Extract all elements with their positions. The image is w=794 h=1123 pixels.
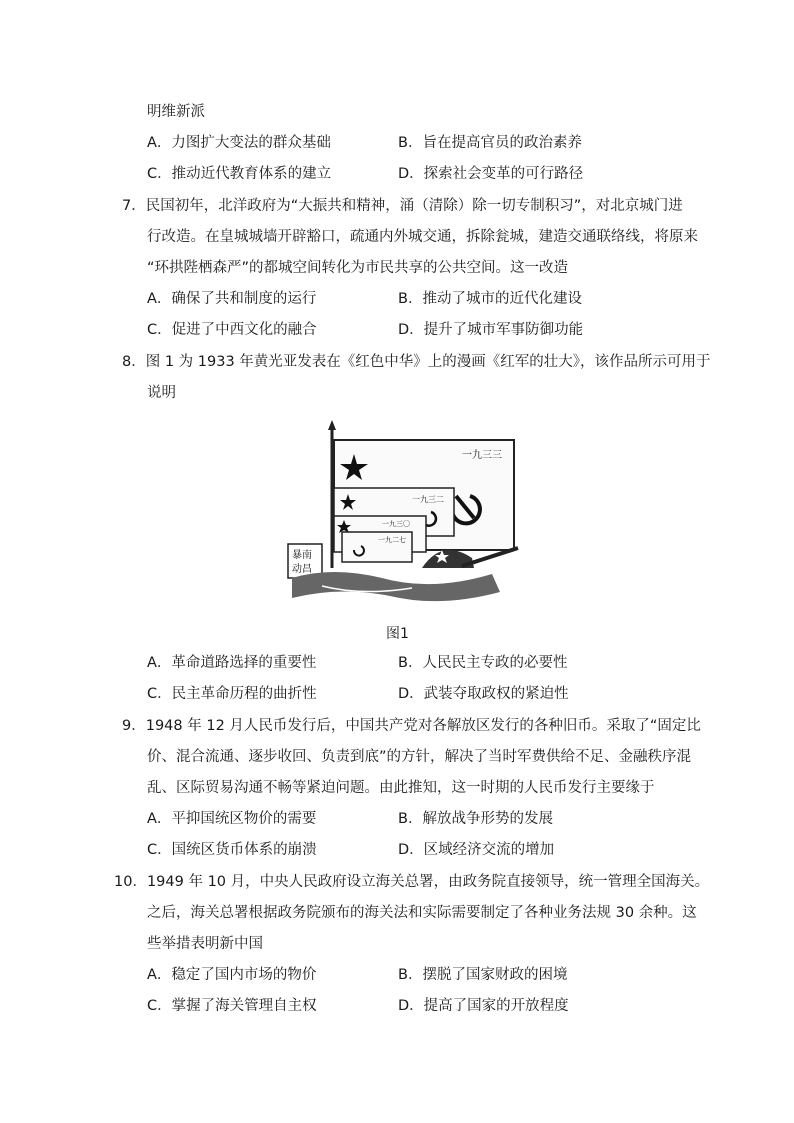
q9-stem-line-3: 乱、区际贸易沟通不畅等紧迫问题。由此推知，这一时期的人民币发行主要缘于 [147, 780, 655, 796]
q10-option-b: B．摆脱了国家财政的困境 [398, 967, 568, 983]
q10-option-c: C．掌握了海关管理自主权 [147, 998, 317, 1014]
figure-1-cartoon [282, 418, 522, 608]
q9-option-d: D．区域经济交流的增加 [398, 842, 555, 858]
flag-1927-label: 一九二七 [378, 536, 406, 544]
q7-stem-line-1: 7．民国初年，北洋政府为“大振共和精神，涌（清除）除一切专制积习”，对北京城门进 [122, 198, 683, 214]
q8-option-c: C．民主革命历程的曲折性 [147, 686, 317, 702]
q6-option-d: D．探索社会变革的可行路径 [398, 166, 584, 182]
q8-option-a: A．革命道路选择的重要性 [147, 655, 317, 671]
q7-option-a: A．确保了共和制度的运行 [147, 291, 317, 307]
q10-stem-line-1: 10．1949 年 10 月，中央人民政府设立海关总署，由政务院直接领导，统一管理全国海关。 [114, 874, 710, 890]
q7-stem-line-3: “环拱陛栖森严”的都城空间转化为市民共享的公共空间。这一改造 [147, 260, 569, 276]
q8-stem-line-2: 说明 [147, 385, 176, 401]
q8-stem-line-1: 8．图 1 为 1933 年黄光亚发表在《红色中华》上的漫画《红军的壮大》，该作品所示可用于 [122, 354, 711, 370]
q10-stem-line-2: 之后，海关总署根据政务院颁布的海关法和实际需要制定了各种业务法规 30 余种。这 [147, 905, 697, 921]
q7-stem-line-2: 行改造。在皇城城墙开辟豁口，疏通内外城交通，拆除瓮城，建造交通联络线，将原来 [147, 229, 698, 245]
q9-stem-line-2: 价、混合流通、逐步收回、负责到底”的方针，解决了当时军费供给不足、金融秩序混 [147, 749, 692, 765]
flag-1930-label: 一九三〇 [382, 520, 410, 528]
q6-option-c: C．推动近代教育体系的建立 [147, 166, 332, 182]
q10-stem-line-3: 些举措表明新中国 [147, 936, 263, 952]
flag-1932-label: 一九三二 [412, 495, 444, 504]
q9-option-a: A．平抑国统区物价的需要 [147, 811, 317, 827]
q8-option-d: D．武装夺取政权的紧迫性 [398, 686, 569, 702]
cartoon-illustration [282, 418, 522, 608]
flag-1933-label: 一九三三 [462, 450, 502, 461]
q9-option-b: B．解放战争形势的发展 [398, 811, 553, 827]
q7-option-b: B．推动了城市的近代化建设 [398, 291, 582, 307]
q6-stem-continuation: 明维新派 [147, 104, 205, 120]
sign-line-1: 暴南 [292, 550, 312, 561]
pole-spear-tip [328, 420, 336, 430]
q8-option-b: B．人民民主专政的必要性 [398, 655, 568, 671]
q9-stem-line-1: 9．1948 年 12 月人民币发行后，中国共产党对各解放区发行的各种旧币。采取了“固定比 [122, 718, 701, 734]
q10-option-d: D．提高了国家的开放程度 [398, 998, 569, 1014]
q6-option-a: A．力图扩大变法的群众基础 [147, 135, 331, 151]
q9-option-c: C．国统区货币体系的崩溃 [147, 842, 317, 858]
q7-option-c: C．促进了中西文化的融合 [147, 322, 317, 338]
q7-option-d: D．提升了城市军事防御功能 [398, 322, 584, 338]
q6-option-b: B．旨在提高官员的政治素养 [398, 135, 582, 151]
q10-option-a: A．稳定了国内市场的物价 [147, 967, 317, 983]
figure-1-caption: 图1 [386, 626, 409, 642]
sign-line-2: 动昌 [292, 564, 312, 575]
